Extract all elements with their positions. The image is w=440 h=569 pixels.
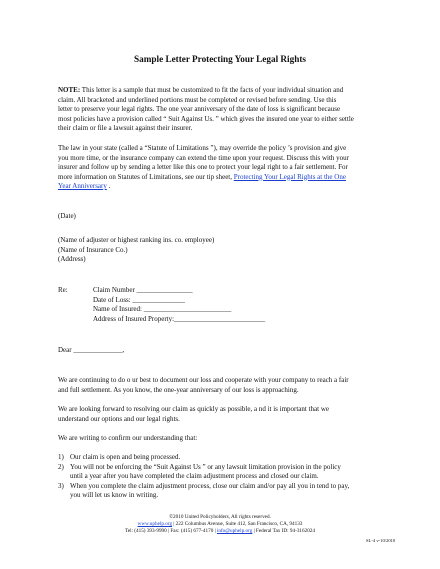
insured-property-line [93, 315, 265, 324]
name-of-insured-line [93, 305, 231, 314]
date-of-loss-blank: _______________ [132, 295, 185, 304]
list-text: Our claim is open and being processed. [70, 453, 181, 461]
insured-property-blank: __________________________ [174, 314, 266, 323]
claim-number-line [93, 286, 193, 295]
note-line-1 [58, 86, 343, 95]
salutation-blank: ______________, [73, 346, 125, 354]
law-link-tail: . [108, 182, 111, 190]
note-line-5: their claim or file a lawsuit against their insurer. [58, 124, 193, 132]
note-line-3: letter to preserve your legal rights. The one year anniversary of the date of loss is significant because [58, 105, 341, 113]
footer-email-link[interactable]: info@uphelp.org [216, 528, 253, 534]
list-item-cont: you will let us know in writing. [70, 491, 159, 499]
list-item [58, 453, 180, 462]
date-of-loss-label: Date of Loss: [93, 295, 131, 304]
para2-line-1: We are looking forward to resolving our claim as quickly as possible, a nd it is important that we [58, 405, 330, 413]
salutation-word: Dear [58, 346, 72, 354]
form-code: SL-4 v-10/2010 [366, 538, 396, 543]
list-number: 1) [58, 453, 64, 461]
law-line-1: The law in your state (called a “Statute of Limitations ”), may override the policy ’s provision and give [58, 144, 347, 152]
salutation [58, 346, 124, 355]
note-line-2: claim. All bracketed and underlined portions must be completed or revised before sending. Use this [58, 95, 337, 104]
law-line-2: you more time, or the insurance company can extend the time upon your request. Discuss this with your [58, 153, 350, 162]
list-number: 2) [58, 462, 64, 471]
name-of-insured-blank: _________________________ [143, 305, 232, 313]
date-of-loss-line [93, 296, 185, 305]
para2-line-2: understand our options and our legal rights. [58, 414, 180, 423]
page-title: Sample Letter Protecting Your Legal Rights [134, 54, 306, 64]
footer-phone-fax: Tel: (415) 393-9990 | Fax: (415) 677-4170 | [125, 528, 217, 534]
footer-address: | 222 Columbus Avenue, Suite 412, San Francisco, CA, 94133 [172, 521, 303, 527]
footer-tax-id: | Federal Tax ID: 94-3162024 [252, 528, 315, 534]
legal-rights-link[interactable]: Protecting Your Legal Rights at the One [233, 172, 346, 181]
legal-rights-link-cont[interactable]: Year Anniversary [58, 182, 107, 190]
footer-website-link[interactable]: www.uphelp.org [137, 521, 173, 527]
note-line-4: most policies have a provision called “ Suit Against Us. ” which gives the insured one year to either settle [58, 114, 354, 123]
note-text-1: This letter is a sample that must be customized to fit the facts of your individual situation and [81, 86, 344, 94]
law-line-4 [58, 173, 346, 182]
insurance-co-placeholder: (Name of Insurance Co.) [58, 245, 128, 254]
re-label: Re: [58, 286, 68, 294]
name-of-insured-label: Name of Insured: [93, 305, 142, 313]
address-placeholder: (Address) [58, 255, 86, 263]
adjuster-placeholder: (Name of adjuster or highest ranking ins. co. employee) [58, 236, 215, 244]
footer-contact-line [0, 528, 440, 535]
footer-copyright: ©2010 United Policyholders, All rights reserved. [169, 514, 271, 520]
date-placeholder: (Date) [58, 212, 76, 220]
footer-address-line [0, 521, 440, 528]
law-line-5 [58, 182, 110, 191]
law-line-3: insurer and follow up by sending a letter like this one to protect your legal right to a fair settlement. For [58, 163, 348, 171]
insured-property-label: Address of Insured Property: [93, 314, 175, 323]
list-item [58, 482, 349, 491]
list-item [58, 463, 341, 472]
list-number: 3) [58, 481, 64, 490]
claim-number-label: Claim Number [93, 286, 135, 294]
list-item-cont: until a year after you have completed the claim adjustment process and closed our claim. [70, 472, 319, 480]
para3: We are writing to confirm our understanding that: [58, 434, 198, 442]
note-label: NOTE: [58, 86, 81, 94]
claim-number-blank: ________________ [136, 286, 193, 294]
para1-line-2: and full settlement. As you know, the one-year anniversary of our loss is approaching. [58, 385, 299, 394]
list-text: You will not be enforcing the “Suit Against Us ” or any lawsuit limitation provision in the policy [70, 462, 341, 471]
list-text: When you complete the claim adjustment process, close our claim and/or pay all you in tend to pay, [70, 481, 350, 490]
para1-line-1: We are continuing to do o ur best to document our loss and cooperate with your company to reach a fair [58, 376, 349, 384]
law-text-4: more information on Statutes of Limitations, see our tip sheet, [58, 172, 232, 181]
